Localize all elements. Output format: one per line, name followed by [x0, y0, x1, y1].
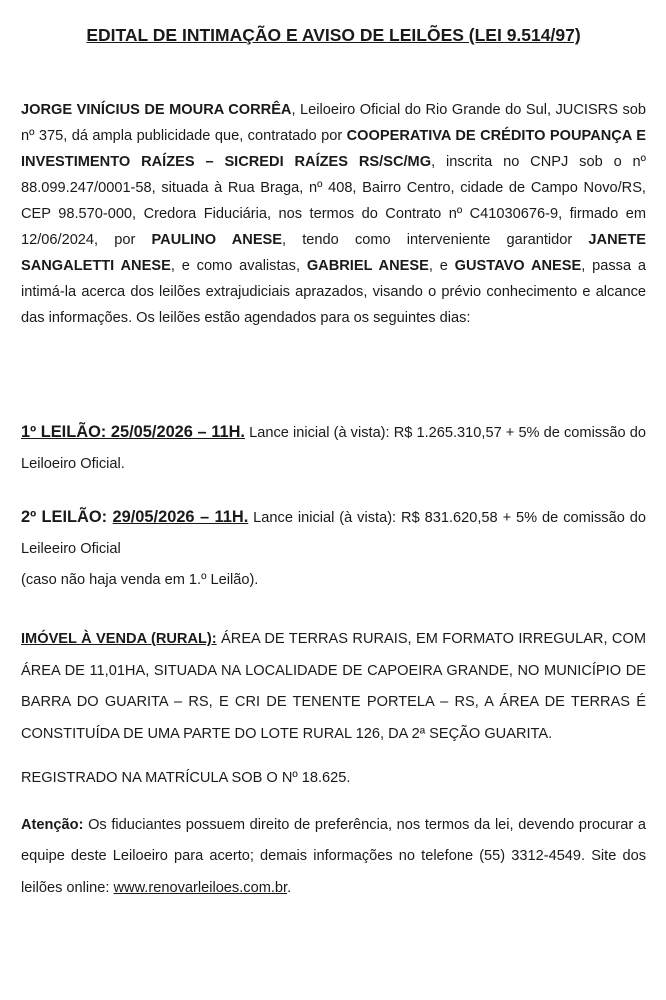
- guarantor-name: JANETE SANGALETTI ANESE: [21, 232, 646, 274]
- attention-label: Atenção:: [21, 816, 84, 833]
- creditor-name: COOPERATIVA DE CRÉDITO POUPANÇA E INVESTIMENTO RAÍZES – SICREDI RAÍZES RS/SC/MG: [21, 128, 646, 170]
- intro-text-4: , e como avalistas,: [170, 258, 307, 274]
- intro-text-6: , passa a intimá-la acerca dos leilões extrajudiciais aprazados, visando o prévio conhecimento e alcance das informações. Os leilões estão agendados para os seguintes dias:: [21, 258, 647, 326]
- second-auction-note: (caso não haja venda em 1.º Leilão).: [21, 572, 259, 588]
- intro-text-1: , Leiloeiro Oficial do Rio Grande do Sul, JUCISRS sob nº 375, dá ampla publicidade que, contratado por: [21, 102, 646, 144]
- property-text: ÁREA DE TERRAS RURAIS, EM FORMATO IRREGULAR, COM ÁREA DE 11,01HA, SITUADA NA LOCALIDADE DE CAPOEIRA GRANDE, NO MUNICÍPIO DE BARRA DO GUARITA – RS, E CRI DE TENENTE PORTELA – RS, A ÁREA DE TERRAS É CONSTITUÍDA DE UMA PARTE DO LOTE RURAL 126, DA 2ª SEÇÃO GUARITA.: [21, 631, 646, 742]
- guarantor-name-2: GABRIEL ANESE: [306, 258, 429, 274]
- property-description: [21, 624, 646, 750]
- attention-paragraph: [21, 810, 646, 905]
- property-label: IMÓVEL À VENDA (RURAL):: [21, 631, 217, 647]
- first-auction: [21, 417, 646, 480]
- debtor-name: PAULINO ANESE: [151, 232, 283, 248]
- intro-text-2: , inscrita no CNPJ sob o nº 88.099.247/0001-58, situada à Rua Braga, nº 408, Bairro Centro, cidade de Campo Novo/RS, CEP 98.570-000, Credora Fiduciária, nos termos do Contrato nº C41030676-9, firmado em 12/06/2024, por: [21, 154, 646, 248]
- auction-site-link[interactable]: www.renovarleiloes.com.br: [113, 879, 288, 896]
- property-registration: REGISTRADO NA MATRÍCULA SOB O Nº 18.625.: [21, 769, 351, 786]
- intro-text-5: , e: [428, 258, 455, 274]
- second-auction-text: Lance inicial (à vista): R$ 831.620,58 + 5% de comissão do Leileeiro Oficial: [21, 510, 646, 557]
- second-auction: [21, 502, 646, 596]
- intro-text-3: , tendo como interveniente garantidor: [282, 232, 589, 248]
- first-auction-text: Lance inicial (à vista): R$ 1.265.310,57 + 5% de comissão do Leiloeiro Oficial.: [21, 425, 646, 472]
- second-auction-label-prefix: 2º LEILÃO:: [21, 508, 113, 526]
- first-auction-label: 1º LEILÃO: 25/05/2026 – 11H.: [21, 423, 245, 441]
- page-title: EDITAL DE INTIMAÇÃO E AVISO DE LEILÕES (LEI 9.514/97): [86, 25, 581, 45]
- second-auction-label-suffix: – 11H.: [194, 508, 249, 526]
- guarantor-name-3: GUSTAVO ANESE: [454, 258, 582, 274]
- attention-text: Os fiduciantes possuem direito de preferência, nos termos da lei, devendo procurar a equipe deste Leiloeiro para acerto; demais informações no telefone (55) 3312-4549. Site dos leilões online:: [21, 816, 646, 896]
- auctioneer-name: JORGE VINÍCIUS DE MOURA CORRÊA: [21, 102, 292, 118]
- attention-end: .: [287, 879, 292, 896]
- second-auction-date: 29/05/2026: [112, 508, 195, 526]
- intro-paragraph: [21, 97, 646, 417]
